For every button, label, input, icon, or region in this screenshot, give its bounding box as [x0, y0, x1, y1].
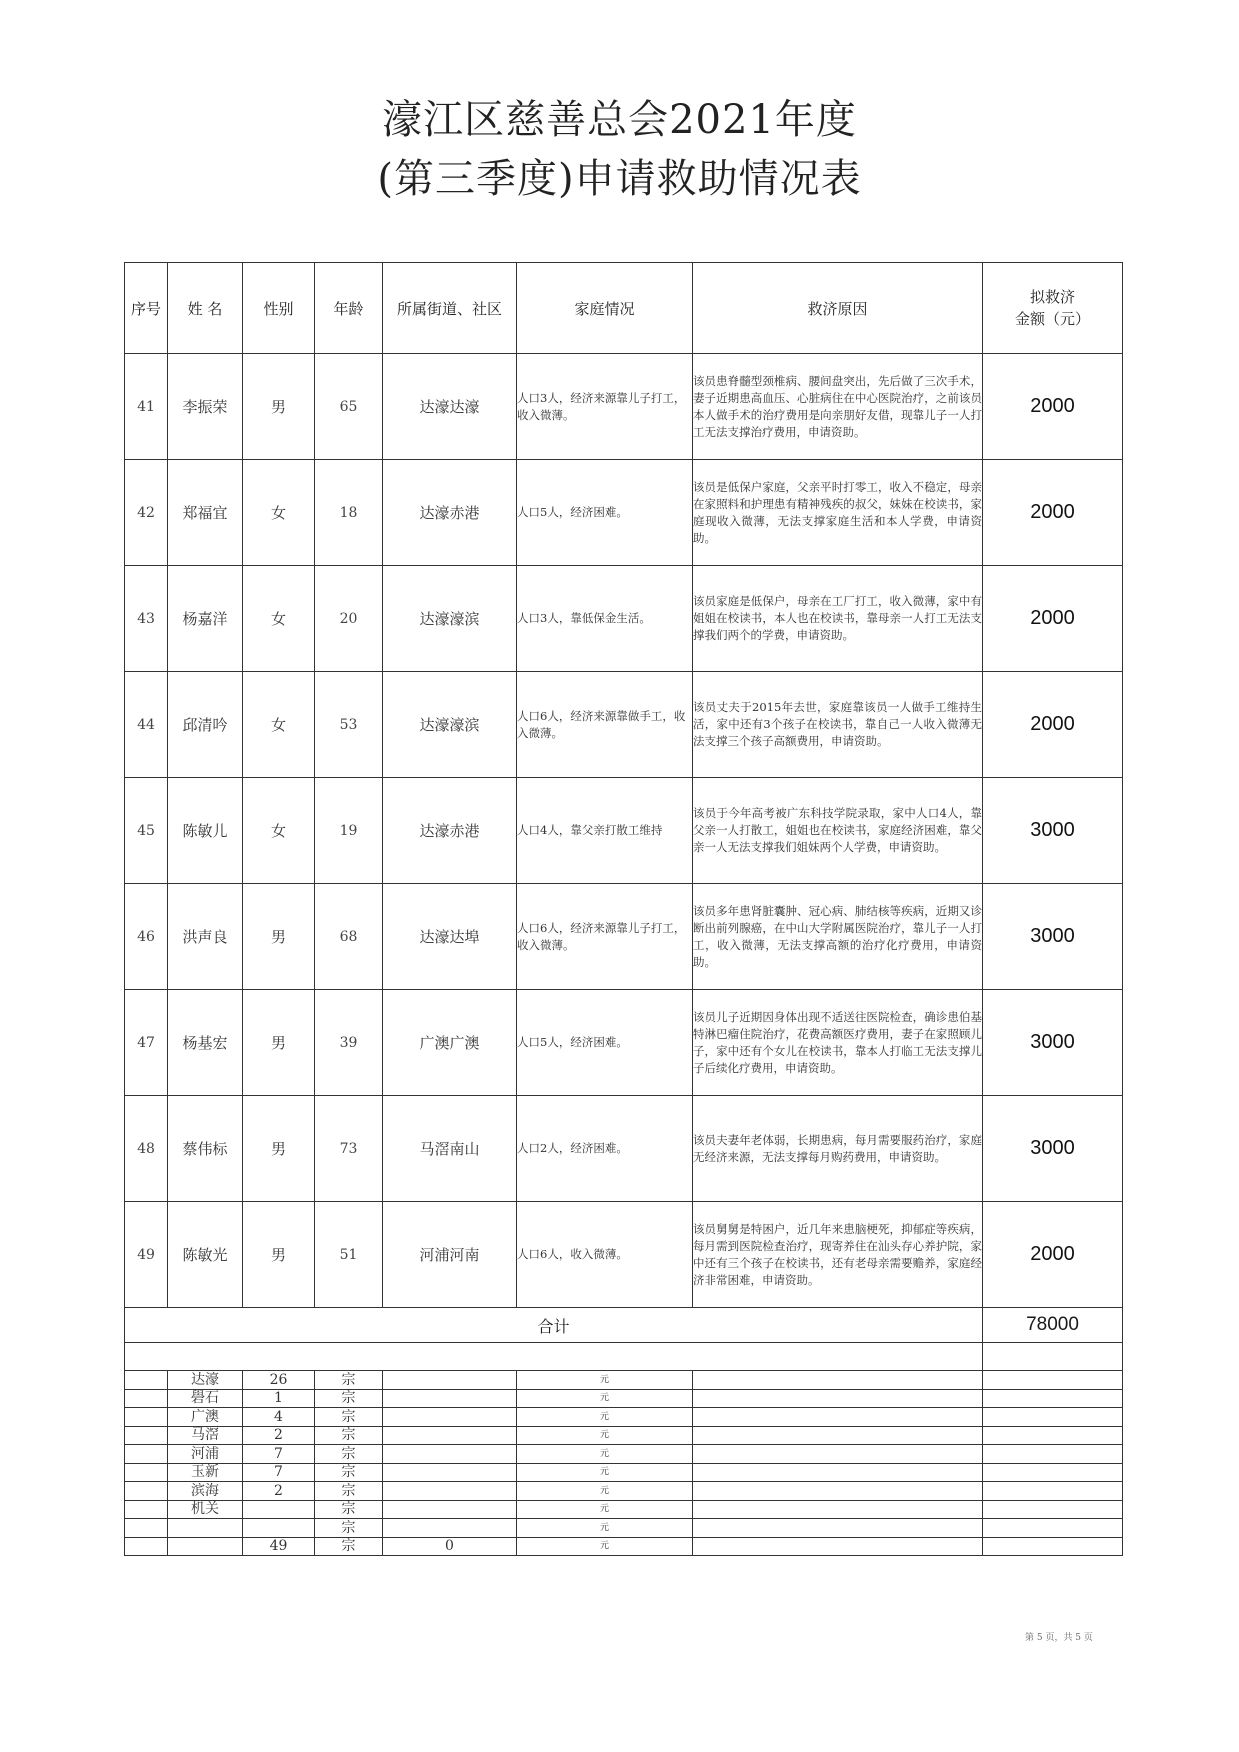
blank-row — [125, 1343, 1123, 1371]
subtotal-blank — [693, 1537, 983, 1556]
cell-gender: 女 — [243, 460, 315, 566]
table-row — [125, 672, 1123, 778]
subtotal-count: 7 — [243, 1445, 315, 1464]
subtotal-blank — [693, 1482, 983, 1501]
subtotal-blank — [693, 1426, 983, 1445]
subtotal-blank — [125, 1519, 168, 1538]
subtotal-blank — [983, 1500, 1123, 1519]
table-row — [125, 566, 1123, 672]
subtotal-yuan: 元 — [517, 1500, 693, 1519]
subtotal-unit: 宗 — [315, 1482, 383, 1501]
subtotal-count: 26 — [243, 1371, 315, 1390]
cell-family: 人口5人，经济困难。 — [517, 460, 693, 566]
cell-gender: 男 — [243, 990, 315, 1096]
cell-age: 53 — [315, 672, 383, 778]
cell-seq: 49 — [125, 1202, 168, 1308]
cell-reason: 该员患脊髓型颈椎病、腰间盘突出，先后做了三次手术，妻子近期患高血压、心脏病住在中心医院治疗，之前该员本人做手术的治疗费用是向亲朋好友借，现靠儿子一人打工无法支撑治疗费用，申请资助。 — [693, 354, 983, 460]
subtotal-blank — [125, 1426, 168, 1445]
cell-seq: 48 — [125, 1096, 168, 1202]
subtotal-yuan: 元 — [517, 1426, 693, 1445]
subtotal-yuan: 元 — [517, 1445, 693, 1464]
subtotal-unit: 宗 — [315, 1389, 383, 1408]
cell-age: 39 — [315, 990, 383, 1096]
subtotal-yuan: 元 — [517, 1371, 693, 1390]
cell-seq: 44 — [125, 672, 168, 778]
subtotal-area: 滨海 — [168, 1482, 243, 1501]
subtotal-blank — [125, 1445, 168, 1464]
cell-seq: 41 — [125, 354, 168, 460]
subtotal-row — [125, 1537, 1123, 1556]
subtotal-amount — [383, 1500, 517, 1519]
subtotal-count — [243, 1500, 315, 1519]
subtotal-yuan: 元 — [517, 1389, 693, 1408]
table-row — [125, 460, 1123, 566]
cell-seq: 46 — [125, 884, 168, 990]
header-name: 姓 名 — [168, 263, 243, 354]
subtotal-amount — [383, 1463, 517, 1482]
cell-amount: 2000 — [983, 354, 1123, 460]
subtotal-count: 7 — [243, 1463, 315, 1482]
subtotal-unit: 宗 — [315, 1463, 383, 1482]
subtotal-amount — [383, 1482, 517, 1501]
table-row — [125, 1202, 1123, 1308]
cell-reason: 该员多年患肾脏囊肿、冠心病、肺结核等疾病，近期又诊断出前列腺癌，在中山大学附属医院治疗，靠儿子一人打工，收入微薄，无法支撑高额的治疗化疗费用，申请资助。 — [693, 884, 983, 990]
subtotal-blank — [693, 1519, 983, 1538]
header-amount-line1: 拟救济 — [1029, 288, 1075, 306]
subtotal-unit: 宗 — [315, 1500, 383, 1519]
header-age: 年龄 — [315, 263, 383, 354]
cell-family: 人口3人，靠低保金生活。 — [517, 566, 693, 672]
cell-age: 19 — [315, 778, 383, 884]
subtotal-blank — [693, 1408, 983, 1427]
subtotal-blank — [125, 1482, 168, 1501]
cell-reason: 该员于今年高考被广东科技学院录取，家中人口4人，靠父亲一人打散工，姐姐也在校读书，家庭经济困难，靠父亲一人无法支撑我们姐妹两个人学费，申请资助。 — [693, 778, 983, 884]
subtotal-blank — [983, 1408, 1123, 1427]
subtotal-row — [125, 1408, 1123, 1427]
cell-gender: 男 — [243, 1202, 315, 1308]
cell-gender: 男 — [243, 354, 315, 460]
subtotal-count: 4 — [243, 1408, 315, 1427]
cell-amount: 3000 — [983, 1096, 1123, 1202]
subtotal-blank — [125, 1408, 168, 1427]
total-label: 合计 — [125, 1308, 983, 1343]
subtotal-amount — [383, 1371, 517, 1390]
table-row — [125, 778, 1123, 884]
cell-family: 人口6人，经济来源靠儿子打工，收入微薄。 — [517, 884, 693, 990]
page-number: 第 5 页，共 5 页 — [1025, 1633, 1093, 1643]
subtotal-row — [125, 1445, 1123, 1464]
subtotal-unit: 宗 — [315, 1371, 383, 1390]
cell-community: 达濠濠滨 — [383, 566, 517, 672]
subtotal-amount — [383, 1445, 517, 1464]
cell-age: 73 — [315, 1096, 383, 1202]
subtotal-row — [125, 1482, 1123, 1501]
subtotal-row — [125, 1463, 1123, 1482]
subtotal-amount — [383, 1389, 517, 1408]
cell-family: 人口2人，经济困难。 — [517, 1096, 693, 1202]
subtotal-row — [125, 1500, 1123, 1519]
subtotal-amount: 0 — [383, 1537, 517, 1556]
cell-name: 邱清吟 — [168, 672, 243, 778]
cell-amount: 2000 — [983, 1202, 1123, 1308]
table-row — [125, 1096, 1123, 1202]
subtotal-area: 机关 — [168, 1500, 243, 1519]
table-header-row — [125, 263, 1123, 354]
subtotal-blank — [125, 1389, 168, 1408]
subtotal-blank — [693, 1500, 983, 1519]
subtotal-yuan: 元 — [517, 1519, 693, 1538]
cell-community: 达濠达濠 — [383, 354, 517, 460]
header-reason: 救济原因 — [693, 263, 983, 354]
cell-age: 51 — [315, 1202, 383, 1308]
subtotal-area: 礐石 — [168, 1389, 243, 1408]
cell-gender: 女 — [243, 778, 315, 884]
header-family: 家庭情况 — [517, 263, 693, 354]
total-row — [125, 1308, 1123, 1343]
subtotal-unit: 宗 — [315, 1408, 383, 1427]
subtotal-count: 1 — [243, 1389, 315, 1408]
subtotal-unit: 宗 — [315, 1537, 383, 1556]
subtotal-area: 河浦 — [168, 1445, 243, 1464]
table-body — [125, 354, 1123, 1308]
subtotal-count — [243, 1519, 315, 1538]
subtotal-yuan: 元 — [517, 1408, 693, 1427]
subtotal-area: 达濠 — [168, 1371, 243, 1390]
cell-amount: 3000 — [983, 778, 1123, 884]
total-value: 78000 — [983, 1308, 1123, 1343]
subtotal-blank — [125, 1371, 168, 1390]
cell-family: 人口6人，经济来源靠做手工，收入微薄。 — [517, 672, 693, 778]
subtotal-count: 49 — [243, 1537, 315, 1556]
subtotal-yuan: 元 — [517, 1482, 693, 1501]
cell-name: 杨嘉洋 — [168, 566, 243, 672]
subtotal-blank — [125, 1537, 168, 1556]
subtotal-area: 广澳 — [168, 1408, 243, 1427]
cell-gender: 男 — [243, 884, 315, 990]
cell-name: 陈敏儿 — [168, 778, 243, 884]
cell-name: 李振荣 — [168, 354, 243, 460]
relief-table — [124, 262, 1123, 1556]
cell-amount: 2000 — [983, 460, 1123, 566]
cell-name: 杨基宏 — [168, 990, 243, 1096]
cell-age: 65 — [315, 354, 383, 460]
cell-community: 达濠濠滨 — [383, 672, 517, 778]
subtotal-area: 马滘 — [168, 1426, 243, 1445]
cell-name: 洪声良 — [168, 884, 243, 990]
cell-gender: 女 — [243, 566, 315, 672]
subtotal-yuan: 元 — [517, 1537, 693, 1556]
subtotal-area — [168, 1537, 243, 1556]
cell-seq: 42 — [125, 460, 168, 566]
cell-name: 郑福宜 — [168, 460, 243, 566]
blank-cell — [125, 1343, 983, 1371]
cell-reason: 该员儿子近期因身体出现不适送往医院检查，确诊患伯基特淋巴瘤住院治疗，花费高额医疗费用，妻子在家照顾儿子，家中还有个女儿在校读书，靠本人打临工无法支撑儿子后续化疗费用，申请资助。 — [693, 990, 983, 1096]
cell-name: 陈敏光 — [168, 1202, 243, 1308]
cell-amount: 3000 — [983, 884, 1123, 990]
subtotal-blank — [983, 1519, 1123, 1538]
cell-gender: 女 — [243, 672, 315, 778]
subtotal-row — [125, 1371, 1123, 1390]
cell-name: 蔡伟标 — [168, 1096, 243, 1202]
subtotal-blank — [983, 1426, 1123, 1445]
subtotal-row — [125, 1426, 1123, 1445]
table-footer — [125, 1308, 1123, 1556]
header-community: 所属街道、社区 — [383, 263, 517, 354]
table-row — [125, 990, 1123, 1096]
cell-seq: 47 — [125, 990, 168, 1096]
cell-reason: 该员夫妻年老体弱，长期患病，每月需要服药治疗，家庭无经济来源，无法支撑每月购药费用，申请资助。 — [693, 1096, 983, 1202]
cell-community: 达濠达埠 — [383, 884, 517, 990]
cell-seq: 43 — [125, 566, 168, 672]
table-row — [125, 354, 1123, 460]
subtotal-blank — [125, 1463, 168, 1482]
cell-age: 68 — [315, 884, 383, 990]
cell-age: 18 — [315, 460, 383, 566]
subtotal-amount — [383, 1519, 517, 1538]
subtotal-unit: 宗 — [315, 1426, 383, 1445]
subtotal-yuan: 元 — [517, 1463, 693, 1482]
subtotal-count: 2 — [243, 1426, 315, 1445]
page-title-line1: 濠江区慈善总会2021年度 — [382, 97, 857, 143]
cell-amount: 2000 — [983, 672, 1123, 778]
subtotal-area: 玉新 — [168, 1463, 243, 1482]
subtotal-blank — [983, 1482, 1123, 1501]
cell-seq: 45 — [125, 778, 168, 884]
header-gender: 性别 — [243, 263, 315, 354]
subtotal-blank — [983, 1537, 1123, 1556]
subtotal-row — [125, 1519, 1123, 1538]
header-amount — [983, 263, 1123, 354]
header-seq: 序号 — [125, 263, 168, 354]
subtotal-row — [125, 1389, 1123, 1408]
cell-reason: 该员家庭是低保户，母亲在工厂打工，收入微薄，家中有姐姐在校读书，本人也在校读书，靠母亲一人打工无法支撑我们两个的学费，申请资助。 — [693, 566, 983, 672]
subtotal-blank — [693, 1445, 983, 1464]
subtotal-amount — [383, 1408, 517, 1427]
subtotal-count: 2 — [243, 1482, 315, 1501]
subtotal-blank — [693, 1463, 983, 1482]
cell-gender: 男 — [243, 1096, 315, 1202]
blank-cell — [983, 1343, 1123, 1371]
cell-community: 广澳广澳 — [383, 990, 517, 1096]
subtotal-blank — [693, 1389, 983, 1408]
cell-amount: 2000 — [983, 566, 1123, 672]
subtotal-blank — [983, 1463, 1123, 1482]
subtotal-blank — [125, 1500, 168, 1519]
cell-community: 达濠赤港 — [383, 778, 517, 884]
subtotal-blank — [983, 1371, 1123, 1390]
cell-family: 人口5人，经济困难。 — [517, 990, 693, 1096]
subtotal-blank — [983, 1389, 1123, 1408]
cell-community: 达濠赤港 — [383, 460, 517, 566]
cell-family: 人口4人，靠父亲打散工维持 — [517, 778, 693, 884]
cell-reason: 该员是低保户家庭，父亲平时打零工，收入不稳定，母亲在家照料和护理患有精神残疾的叔父，妹妹在校读书，家庭现收入微薄，无法支撑家庭生活和本人学费，申请资助。 — [693, 460, 983, 566]
cell-community: 马滘南山 — [383, 1096, 517, 1202]
cell-amount: 3000 — [983, 990, 1123, 1096]
page-title-line2: (第三季度)申请救助情况表 — [377, 156, 862, 202]
subtotal-unit: 宗 — [315, 1445, 383, 1464]
cell-family: 人口6人，收入微薄。 — [517, 1202, 693, 1308]
subtotal-unit: 宗 — [315, 1519, 383, 1538]
cell-community: 河浦河南 — [383, 1202, 517, 1308]
subtotal-blank — [983, 1445, 1123, 1464]
subtotal-amount — [383, 1426, 517, 1445]
cell-age: 20 — [315, 566, 383, 672]
cell-family: 人口3人，经济来源靠儿子打工，收入微薄。 — [517, 354, 693, 460]
subtotal-blank — [693, 1371, 983, 1390]
cell-reason: 该员丈夫于2015年去世，家庭靠该员一人做手工维持生活，家中还有3个孩子在校读书，靠自己一人收入微薄无法支撑三个孩子高额费用，申请资助。 — [693, 672, 983, 778]
header-amount-line2: 金额（元） — [1014, 310, 1090, 328]
table-row — [125, 884, 1123, 990]
subtotal-area — [168, 1519, 243, 1538]
cell-reason: 该员舅舅是特困户，近几年来患脑梗死，抑郁症等疾病，每月需到医院检查治疗，现寄养住在汕头存心养护院，家中还有三个孩子在校读书，还有老母亲需要赡养，家庭经济非常困难，申请资助。 — [693, 1202, 983, 1308]
